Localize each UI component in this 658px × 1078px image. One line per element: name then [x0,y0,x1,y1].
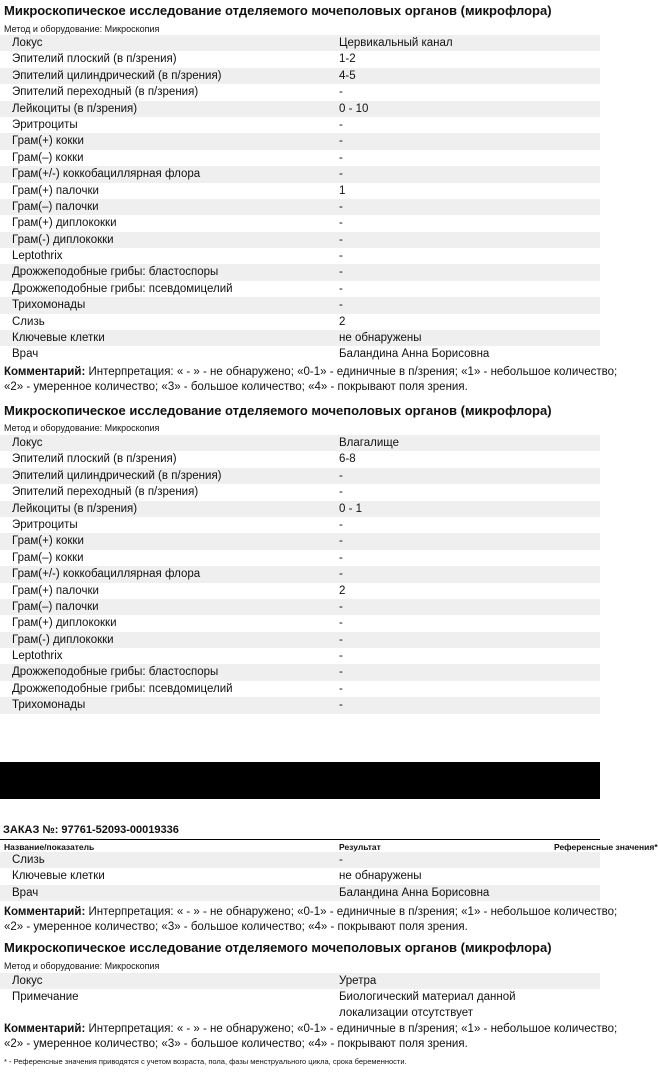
section3-method: Метод и оборудование: Микроскопия [4,961,160,971]
row-name: Эпителий плоский (в п/зрения) [12,453,177,466]
row-value: - [339,699,343,712]
table-row [0,697,600,713]
row-name: Эпителий цилиндрический (в п/зрения) [12,69,222,82]
row-value: - [339,617,343,630]
row-value: - [339,600,343,613]
row-name: Грам(+) кокки [12,135,84,148]
row-value: 2 [339,584,346,597]
header-divider [0,839,600,840]
row-name: Трихомонады [12,699,86,712]
table-row [0,533,600,549]
table-row [0,264,600,280]
row-value: - [339,469,343,482]
table-row [0,133,600,149]
comment-line1: Интерпретация: « - » - не обнаружено; «0-1» - единичные в п/зрения; «1» - небольшое количество; [85,906,618,918]
comment-line2: «2» - умеренное количество; «3» - большое количество; «4» - покрывают поля зрения. [4,1038,468,1050]
table-row [0,281,600,297]
row-name: Эпителий переходный (в п/зрения) [12,486,199,499]
row-name: Дрожжеподобные грибы: бластоспоры [12,666,219,679]
table-row [0,117,600,133]
row-name: Примечание [12,991,79,1004]
row-name: Leptothrix [12,650,63,663]
row-name: Трихомонады [12,299,86,312]
row-value: - [339,633,343,646]
row-value: Уретра [339,975,377,987]
row-value: - [339,551,343,564]
section2-method: Метод и оборудование: Микроскопия [4,423,160,433]
table-row [0,501,600,517]
row-name: Лейкоциты (в п/зрения) [12,502,138,515]
table-row [0,632,600,648]
table-row [0,550,600,566]
table-row [0,101,600,117]
row-value: - [339,151,343,164]
table-row [0,681,600,697]
column-header-reference: Референсные значения* [554,842,658,852]
row-name: Эритроциты [12,118,78,131]
row-value: - [339,266,343,279]
comment-line1: Интерпретация: « - » - не обнаружено; «0-1» - единичные в п/зрения; «1» - небольшое количество; [85,366,618,378]
row-name: Локус [12,437,43,449]
table-row [0,615,600,631]
table-row [0,215,600,231]
row-name: Дрожжеподобные грибы: бластоспоры [12,266,219,279]
row-value: - [339,299,343,312]
row-name: Слизь [12,315,45,328]
note-line2: локализации отсутствует [339,1007,474,1020]
table-row [0,35,600,51]
row-value: 2 [339,315,346,328]
row-value: - [339,135,343,148]
comment-label: Комментарий: [4,366,86,378]
row-name: Грам(+/-) коккобациллярная флора [12,168,201,181]
table-row [0,468,600,484]
row-name: Грам(+) диплококки [12,217,117,230]
table-row [0,852,600,868]
page-break-band [0,762,600,799]
table-row [0,435,600,451]
section1-method: Метод и оборудование: Микроскопия [4,24,160,34]
row-name: Грам(-) диплококки [12,633,114,646]
row-value: - [339,666,343,679]
table-row [0,664,600,680]
row-value: Влагалище [339,437,399,449]
row-name: Ключевые клетки [12,870,105,883]
row-name: Локус [12,975,43,987]
comment-line2: «2» - умеренное количество; «3» - большое количество; «4» - покрывают поля зрения. [4,381,468,393]
row-value: 1-2 [339,53,356,66]
section2-table [0,435,600,714]
section3-comment [4,1022,617,1052]
table-row [0,346,600,362]
row-value: 4-5 [339,69,356,82]
row-value: Баландина Анна Борисовна [339,886,490,899]
row-name: Грам(+/-) коккобациллярная флора [12,568,201,581]
row-name: Дрожжеподобные грибы: псевдомицелий [12,682,233,695]
table-row [0,248,600,264]
row-value: - [339,650,343,663]
order-number: ЗАКАЗ №: 97761-52093-00019336 [3,824,179,836]
row-value: - [339,535,343,548]
page2-continued-table [0,852,600,901]
row-name: Эпителий плоский (в п/зрения) [12,53,177,66]
row-value: 1 [339,184,346,197]
table-row [0,150,600,166]
table-row [0,166,600,182]
row-value: - [339,118,343,131]
table-row [0,599,600,615]
section2-title: Микроскопическое исследование отделяемого мочеполовых органов (микрофлора) [4,403,552,418]
table-row [0,183,600,199]
row-name: Слизь [12,854,45,866]
section3-title: Микроскопическое исследование отделяемого мочеполовых органов (микрофлора) [4,940,552,955]
table-row [0,868,600,884]
table-row [0,451,600,467]
row-name: Грам(-) диплококки [12,233,114,246]
section3-table [0,973,600,1021]
row-name: Дрожжеподобные грибы: псевдомицелий [12,282,233,295]
row-value: - [339,86,343,99]
column-header-result: Результат [339,842,381,852]
row-value: - [339,233,343,246]
row-value: не обнаружены [339,332,422,345]
section1-title: Микроскопическое исследование отделяемого мочеполовых органов (микрофлора) [4,3,552,18]
row-name: Эпителий цилиндрический (в п/зрения) [12,469,222,482]
row-name: Врач [12,348,39,361]
table-row [0,330,600,346]
row-value: 6-8 [339,453,356,466]
row-name: Эритроциты [12,518,78,531]
row-value: 0 - 1 [339,502,363,515]
row-name: Грам(–) палочки [12,600,99,613]
table-row [0,517,600,533]
table-row [0,232,600,248]
table-row [0,484,600,500]
row-value: - [339,282,343,295]
table-row [0,297,600,313]
row-value: - [339,518,343,531]
row-name: Локус [12,37,43,49]
row-name: Leptothrix [12,250,63,263]
table-row [0,314,600,330]
table-row [0,68,600,84]
column-header-name: Название/показатель [4,842,95,852]
row-name: Грам(+) диплококки [12,617,117,630]
table-row [0,199,600,215]
comment-label: Комментарий: [4,1023,86,1035]
row-value: - [339,486,343,499]
footnote: * - Референсные значения приводятся с учетом возраста, пола, фазы менструального цикла, срока беременности. [4,1057,407,1066]
row-value: - [339,568,343,581]
row-value: - [339,250,343,263]
table-row [0,648,600,664]
row-value: - [339,200,343,213]
row-name: Грам(+) палочки [12,184,99,197]
row-name: Ключевые клетки [12,332,105,345]
page2-comment [4,905,617,935]
row-name: Эпителий переходный (в п/зрения) [12,86,199,99]
comment-line1: Интерпретация: « - » - не обнаружено; «0-1» - единичные в п/зрения; «1» - небольшое количество; [85,1023,618,1035]
row-value: - [339,168,343,181]
row-name: Грам(–) кокки [12,151,84,164]
row-name: Грам(+) палочки [12,584,99,597]
row-name: Врач [12,886,39,899]
comment-label: Комментарий: [4,906,86,918]
row-value: - [339,854,343,866]
table-row [0,973,600,989]
row-value: - [339,682,343,695]
row-value: Цервикальный канал [339,37,453,49]
row-value: не обнаружены [339,870,422,883]
table-row [0,885,600,901]
row-value: 0 - 10 [339,102,369,115]
row-value: - [339,217,343,230]
note-line1: Биологический материал данной [339,991,516,1004]
table-row [0,566,600,582]
table-row [0,989,600,1021]
table-row [0,583,600,599]
table-row [0,51,600,67]
row-name: Грам(–) палочки [12,200,99,213]
comment-line2: «2» - умеренное количество; «3» - большое количество; «4» - покрывают поля зрения. [4,921,468,933]
section1-table [0,35,600,363]
row-name: Грам(–) кокки [12,551,84,564]
table-row [0,84,600,100]
row-value: Баландина Анна Борисовна [339,348,490,361]
row-value [339,989,516,1021]
row-name: Грам(+) кокки [12,535,84,548]
section1-comment [4,365,617,395]
row-name: Лейкоциты (в п/зрения) [12,102,138,115]
